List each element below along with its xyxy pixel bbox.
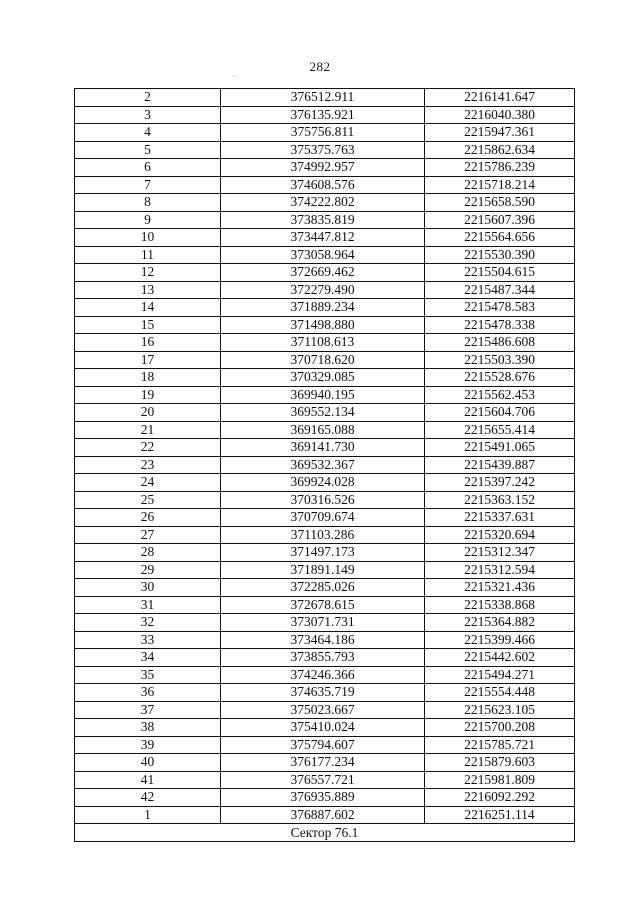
x-coordinate-cell: 369552.134 — [221, 404, 425, 422]
y-coordinate-cell: 2215478.583 — [425, 299, 575, 317]
table-row — [75, 439, 575, 457]
point-number-cell: 9 — [75, 211, 221, 229]
y-coordinate-cell: 2215486.608 — [425, 334, 575, 352]
y-coordinate-cell: 2216092.292 — [425, 789, 575, 807]
x-coordinate-cell: 369940.195 — [221, 386, 425, 404]
y-coordinate-cell: 2215312.347 — [425, 544, 575, 562]
point-number-cell: 2 — [75, 89, 221, 107]
x-coordinate-cell: 374608.576 — [221, 176, 425, 194]
y-coordinate-cell: 2215364.882 — [425, 614, 575, 632]
point-number-cell: 6 — [75, 159, 221, 177]
y-coordinate-cell: 2215623.105 — [425, 701, 575, 719]
x-coordinate-cell: 373855.793 — [221, 649, 425, 667]
y-coordinate-cell: 2215337.631 — [425, 509, 575, 527]
x-coordinate-cell: 373835.819 — [221, 211, 425, 229]
table-row — [75, 246, 575, 264]
y-coordinate-cell: 2215320.694 — [425, 526, 575, 544]
point-number-cell: 33 — [75, 631, 221, 649]
x-coordinate-cell: 373071.731 — [221, 614, 425, 632]
x-coordinate-cell: 371108.613 — [221, 334, 425, 352]
x-coordinate-cell: 373447.812 — [221, 229, 425, 247]
x-coordinate-cell: 370316.526 — [221, 491, 425, 509]
point-number-cell: 10 — [75, 229, 221, 247]
y-coordinate-cell: 2215439.887 — [425, 456, 575, 474]
x-coordinate-cell: 371498.880 — [221, 316, 425, 334]
table-row — [75, 649, 575, 667]
table-row — [75, 701, 575, 719]
y-coordinate-cell: 2215718.214 — [425, 176, 575, 194]
x-coordinate-cell: 376177.234 — [221, 754, 425, 772]
table-row — [75, 719, 575, 737]
table-row — [75, 579, 575, 597]
y-coordinate-cell: 2215528.676 — [425, 369, 575, 387]
point-number-cell: 12 — [75, 264, 221, 282]
x-coordinate-cell: 374222.802 — [221, 194, 425, 212]
point-number-cell: 3 — [75, 106, 221, 124]
point-number-cell: 18 — [75, 369, 221, 387]
table-row — [75, 194, 575, 212]
y-coordinate-cell: 2215504.615 — [425, 264, 575, 282]
coordinates-table — [74, 88, 575, 842]
y-coordinate-cell: 2215607.396 — [425, 211, 575, 229]
point-number-cell: 39 — [75, 736, 221, 754]
y-coordinate-cell: 2216251.114 — [425, 806, 575, 824]
y-coordinate-cell: 2215786.239 — [425, 159, 575, 177]
point-number-cell: 38 — [75, 719, 221, 737]
y-coordinate-cell: 2215564.656 — [425, 229, 575, 247]
table-row — [75, 316, 575, 334]
point-number-cell: 37 — [75, 701, 221, 719]
coordinates-table-container — [74, 88, 574, 842]
table-row — [75, 106, 575, 124]
y-coordinate-cell: 2215658.590 — [425, 194, 575, 212]
point-number-cell: 15 — [75, 316, 221, 334]
point-number-cell: 4 — [75, 124, 221, 142]
table-row — [75, 526, 575, 544]
point-number-cell: 28 — [75, 544, 221, 562]
table-row — [75, 281, 575, 299]
point-number-cell: 1 — [75, 806, 221, 824]
y-coordinate-cell: 2215442.602 — [425, 649, 575, 667]
y-coordinate-cell: 2215785.721 — [425, 736, 575, 754]
point-number-cell: 42 — [75, 789, 221, 807]
x-coordinate-cell: 371891.149 — [221, 561, 425, 579]
x-coordinate-cell: 375756.811 — [221, 124, 425, 142]
x-coordinate-cell: 376887.602 — [221, 806, 425, 824]
point-number-cell: 36 — [75, 684, 221, 702]
table-row — [75, 334, 575, 352]
table-row — [75, 141, 575, 159]
y-coordinate-cell: 2215981.809 — [425, 771, 575, 789]
x-coordinate-cell: 375375.763 — [221, 141, 425, 159]
table-row — [75, 456, 575, 474]
x-coordinate-cell: 372285.026 — [221, 579, 425, 597]
y-coordinate-cell: 2215338.868 — [425, 596, 575, 614]
point-number-cell: 7 — [75, 176, 221, 194]
point-number-cell: 25 — [75, 491, 221, 509]
y-coordinate-cell: 2215321.436 — [425, 579, 575, 597]
table-row — [75, 299, 575, 317]
table-row — [75, 351, 575, 369]
x-coordinate-cell: 373058.964 — [221, 246, 425, 264]
point-number-cell: 13 — [75, 281, 221, 299]
x-coordinate-cell: 372678.615 — [221, 596, 425, 614]
x-coordinate-cell: 372669.462 — [221, 264, 425, 282]
point-number-cell: 31 — [75, 596, 221, 614]
y-coordinate-cell: 2215491.065 — [425, 439, 575, 457]
x-coordinate-cell: 369924.028 — [221, 474, 425, 492]
table-row — [75, 176, 575, 194]
point-number-cell: 21 — [75, 421, 221, 439]
table-row — [75, 474, 575, 492]
x-coordinate-cell: 371103.286 — [221, 526, 425, 544]
point-number-cell: 41 — [75, 771, 221, 789]
x-coordinate-cell: 369141.730 — [221, 439, 425, 457]
x-coordinate-cell: 373464.186 — [221, 631, 425, 649]
y-coordinate-cell: 2215554.448 — [425, 684, 575, 702]
y-coordinate-cell: 2215604.706 — [425, 404, 575, 422]
table-row — [75, 544, 575, 562]
point-number-cell: 35 — [75, 666, 221, 684]
x-coordinate-cell: 375023.667 — [221, 701, 425, 719]
point-number-cell: 26 — [75, 509, 221, 527]
y-coordinate-cell: 2215879.603 — [425, 754, 575, 772]
y-coordinate-cell: 2215397.242 — [425, 474, 575, 492]
point-number-cell: 24 — [75, 474, 221, 492]
y-coordinate-cell: 2215478.338 — [425, 316, 575, 334]
table-row — [75, 596, 575, 614]
table-row — [75, 631, 575, 649]
point-number-cell: 29 — [75, 561, 221, 579]
point-number-cell: 27 — [75, 526, 221, 544]
x-coordinate-cell: 376935.889 — [221, 789, 425, 807]
y-coordinate-cell: 2216040.380 — [425, 106, 575, 124]
point-number-cell: 30 — [75, 579, 221, 597]
y-coordinate-cell: 2215312.594 — [425, 561, 575, 579]
y-coordinate-cell: 2215399.466 — [425, 631, 575, 649]
y-coordinate-cell: 2215862.634 — [425, 141, 575, 159]
y-coordinate-cell: 2215363.152 — [425, 491, 575, 509]
x-coordinate-cell: 374246.366 — [221, 666, 425, 684]
x-coordinate-cell: 372279.490 — [221, 281, 425, 299]
y-coordinate-cell: 2215947.361 — [425, 124, 575, 142]
x-coordinate-cell: 370709.674 — [221, 509, 425, 527]
table-row — [75, 509, 575, 527]
y-coordinate-cell: 2215562.453 — [425, 386, 575, 404]
table-row — [75, 806, 575, 824]
y-coordinate-cell: 2215494.271 — [425, 666, 575, 684]
y-coordinate-cell: 2215655.414 — [425, 421, 575, 439]
point-number-cell: 20 — [75, 404, 221, 422]
table-row — [75, 229, 575, 247]
x-coordinate-cell: 370718.620 — [221, 351, 425, 369]
table-row — [75, 264, 575, 282]
table-row — [75, 789, 575, 807]
x-coordinate-cell: 376557.721 — [221, 771, 425, 789]
point-number-cell: 23 — [75, 456, 221, 474]
y-coordinate-cell: 2215503.390 — [425, 351, 575, 369]
x-coordinate-cell: 374992.957 — [221, 159, 425, 177]
table-row — [75, 614, 575, 632]
x-coordinate-cell: 375410.024 — [221, 719, 425, 737]
x-coordinate-cell: 369532.367 — [221, 456, 425, 474]
scan-speck — [233, 76, 235, 77]
table-footer-row — [75, 824, 575, 842]
sector-label: Сектор 76.1 — [75, 824, 575, 842]
table-row — [75, 124, 575, 142]
point-number-cell: 19 — [75, 386, 221, 404]
point-number-cell: 32 — [75, 614, 221, 632]
table-row — [75, 754, 575, 772]
point-number-cell: 16 — [75, 334, 221, 352]
table-row — [75, 404, 575, 422]
x-coordinate-cell: 371497.173 — [221, 544, 425, 562]
x-coordinate-cell: 371889.234 — [221, 299, 425, 317]
table-row — [75, 684, 575, 702]
point-number-cell: 5 — [75, 141, 221, 159]
table-row — [75, 386, 575, 404]
table-row — [75, 491, 575, 509]
y-coordinate-cell: 2215530.390 — [425, 246, 575, 264]
point-number-cell: 11 — [75, 246, 221, 264]
point-number-cell: 8 — [75, 194, 221, 212]
point-number-cell: 34 — [75, 649, 221, 667]
point-number-cell: 40 — [75, 754, 221, 772]
point-number-cell: 17 — [75, 351, 221, 369]
table-row — [75, 421, 575, 439]
table-row — [75, 771, 575, 789]
table-row — [75, 89, 575, 107]
table-row — [75, 369, 575, 387]
x-coordinate-cell: 376512.911 — [221, 89, 425, 107]
page-number: 282 — [309, 59, 331, 74]
y-coordinate-cell: 2216141.647 — [425, 89, 575, 107]
y-coordinate-cell: 2215487.344 — [425, 281, 575, 299]
table-row — [75, 159, 575, 177]
point-number-cell: 14 — [75, 299, 221, 317]
table-row — [75, 211, 575, 229]
x-coordinate-cell: 376135.921 — [221, 106, 425, 124]
x-coordinate-cell: 374635.719 — [221, 684, 425, 702]
table-body — [75, 89, 575, 824]
x-coordinate-cell: 369165.088 — [221, 421, 425, 439]
y-coordinate-cell: 2215700.208 — [425, 719, 575, 737]
x-coordinate-cell: 375794.607 — [221, 736, 425, 754]
table-row — [75, 561, 575, 579]
table-row — [75, 736, 575, 754]
point-number-cell: 22 — [75, 439, 221, 457]
table-row — [75, 666, 575, 684]
x-coordinate-cell: 370329.085 — [221, 369, 425, 387]
